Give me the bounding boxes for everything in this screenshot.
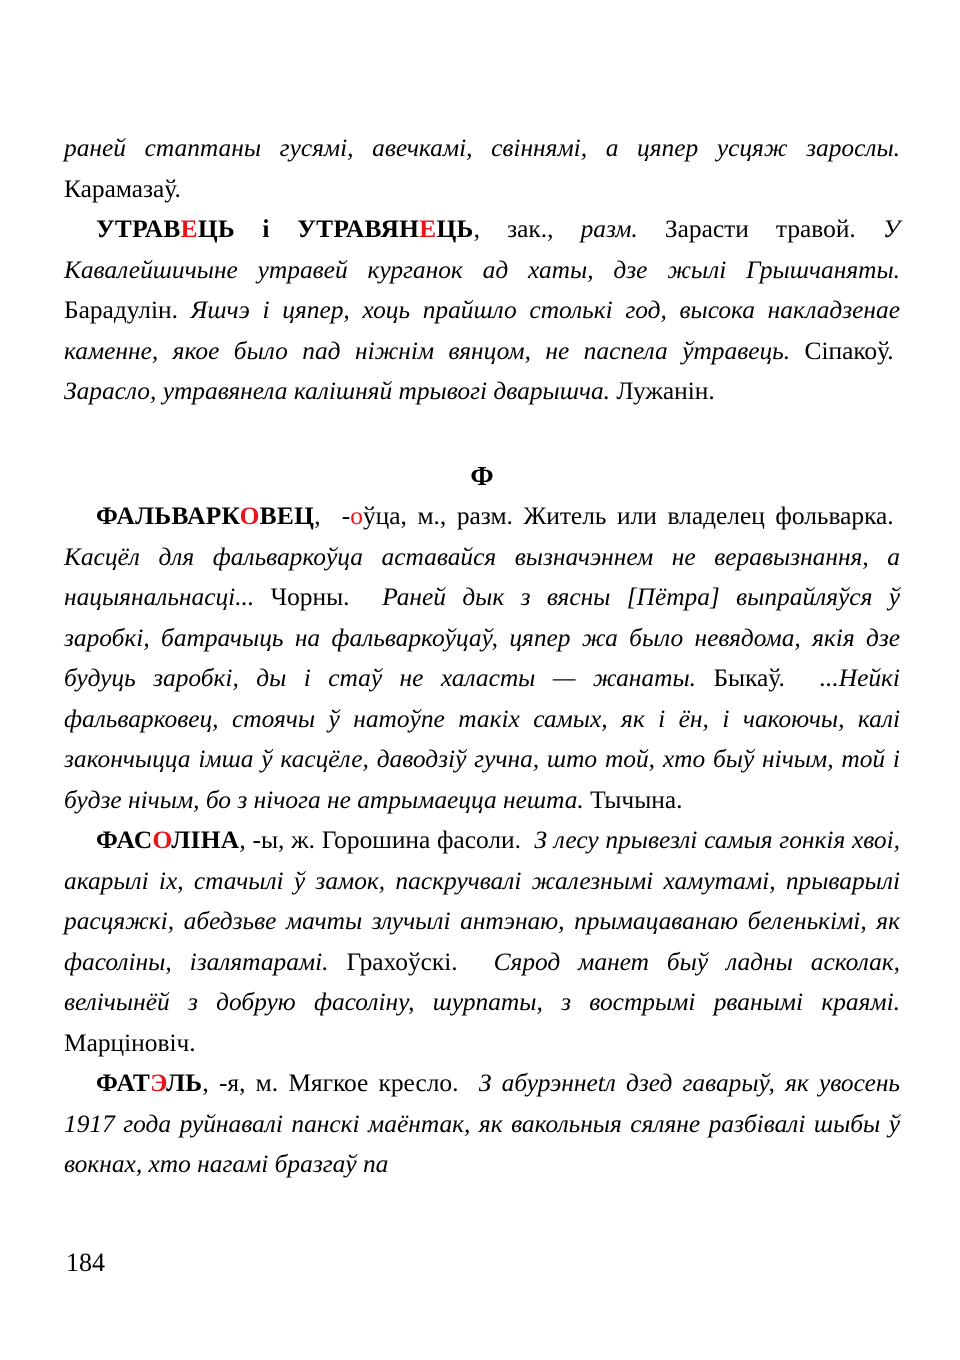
- headword-part: ВЕЦ: [259, 502, 315, 530]
- grammar-label: м.,: [417, 502, 447, 530]
- definition: Житель или владелец фольварка.: [523, 502, 894, 530]
- headword-fatel: [96, 1069, 202, 1097]
- headword-fasolina: [96, 826, 239, 854]
- quote-text: Сярод манет быў ладны асколак, велічынёй з добрую фасоліну, шурпаты, з вострымі рванымі краямі.: [64, 947, 900, 1016]
- definition: Горошина фасоли.: [321, 826, 521, 854]
- quote-source: Тычына.: [590, 785, 683, 814]
- style-label: разм.: [456, 502, 513, 530]
- definition: Зарасти травой.: [664, 215, 856, 243]
- quote-source: Барадулін.: [64, 296, 178, 324]
- headword-punct: ,: [239, 826, 246, 854]
- quote-text: ...Нейкі фальварковец, стоячы ў натоўпе такіх самых, як і ён, і чакоючы, калі закончыцца імша ў касцёле, даводзіў гучна, што той, хто быў нічым, той і будзе нічым, бо з нічога не атрымаецца нешта.: [64, 664, 900, 814]
- quote-source: Сіпакоў.: [804, 336, 894, 365]
- quote-text: Раней дык з вясны [Пётра] выпрайляўся ў заробкі, батрачыць на фальваркоўцаў, цяпер жа было невядома, якія дзе будуць заробкі, ды і стаў не халасты — жанаты.: [64, 583, 900, 692]
- headword-part: ЛІНА: [171, 826, 240, 854]
- headword-part: ЛЬ: [166, 1069, 203, 1097]
- headword-falvarkovec: [96, 502, 314, 530]
- continued-citation: раней стаптаны гусямі, авечкамі, свіннямі, а цяпер усцяж зарослы.: [64, 134, 900, 162]
- entry-utravec: [64, 209, 900, 412]
- inflection-accent-vowel: о: [350, 502, 363, 530]
- inflection: -ы,: [252, 826, 285, 854]
- grammar-label: зак.,: [507, 215, 554, 243]
- accent-vowel: Э: [150, 1069, 167, 1097]
- quote-source: Быкаў.: [713, 664, 785, 692]
- quote-text: Зарасло, утравянела калішняй трывогі дварышча.: [64, 377, 611, 405]
- headword-part: ЦЬ: [436, 215, 474, 243]
- page-text-block: [64, 128, 900, 1185]
- quote-text: Яшчэ і цяпер, хоць прайшло столькі год, высока накладзенае каменне, якое было пад ніжнім вянцом, не паспела ўтравець.: [64, 296, 900, 365]
- grammar-label: ж.: [291, 826, 315, 854]
- quote-text: У Кавалейшичыне утравей курганок ад хаты, дзе жылі Грышчаняты.: [64, 215, 900, 284]
- continued-citation-source: Карамазаў.: [64, 174, 181, 203]
- inflection: -я,: [218, 1069, 246, 1097]
- quote-source: Лужанін.: [616, 377, 715, 405]
- headword-part: ФАС: [96, 826, 153, 854]
- headword-punct: ,: [473, 215, 480, 243]
- letter-heading: Ф: [470, 460, 494, 491]
- headword-part: ФАТ: [96, 1069, 151, 1097]
- headword-punct: ,: [202, 1069, 209, 1097]
- entry-falvarkovec: [64, 496, 900, 820]
- quote-text: З лесу прывезлі самыя гонкія хвоі, акарылі іх, стачылі ў замок, паскручвалі жалезнымі хамутамі, прыварылі расцяжкі, абедзьве мачты злучылі антэнаю, прымацаванаю беленькімі, як фасоліны, ізалятарамі.: [64, 826, 901, 976]
- continued-entry-paragraph: [64, 128, 900, 209]
- accent-vowel: Е: [180, 215, 198, 243]
- quote-text: З абурэннеtл дзед гаварыў, як увосень 1917 года руйнавалі панскі маёнтак, як вакольныя сяляне разбівалі шыбы ў вокнах, хто нагамі бразгаў па: [64, 1069, 900, 1178]
- accent-vowel: О: [239, 502, 260, 530]
- headword-punct: ,: [314, 502, 321, 530]
- headword-part: ФАЛЬВАРК: [96, 502, 240, 530]
- grammar-label: м.: [255, 1069, 279, 1097]
- definition: Мягкое кресло.: [288, 1069, 459, 1097]
- accent-vowel: Е: [419, 215, 437, 243]
- headword-part: УТРАВ: [96, 215, 181, 243]
- letter-heading-spacer: [64, 412, 900, 456]
- accent-vowel: О: [152, 826, 172, 854]
- inflection-prefix: -: [341, 502, 351, 530]
- quote-text: Касцёл для фальваркоўца аставайся вызначэннем не веравызнання, а нацыянальнасці...: [64, 542, 900, 611]
- entry-fatel: [64, 1063, 900, 1185]
- entry-fasolina: [64, 820, 900, 1063]
- quote-source: Марціновіч.: [64, 1028, 196, 1057]
- quote-source: Чорны.: [270, 583, 350, 611]
- quote-source: Грахоўскі.: [346, 947, 458, 976]
- headword-utravec: [96, 215, 474, 243]
- style-label: разм.: [580, 215, 638, 243]
- inflection-rest: ўца,: [362, 502, 407, 530]
- page-number: 184: [66, 1248, 105, 1277]
- headword-part: ЦЬ і УТРАВЯН: [197, 215, 420, 243]
